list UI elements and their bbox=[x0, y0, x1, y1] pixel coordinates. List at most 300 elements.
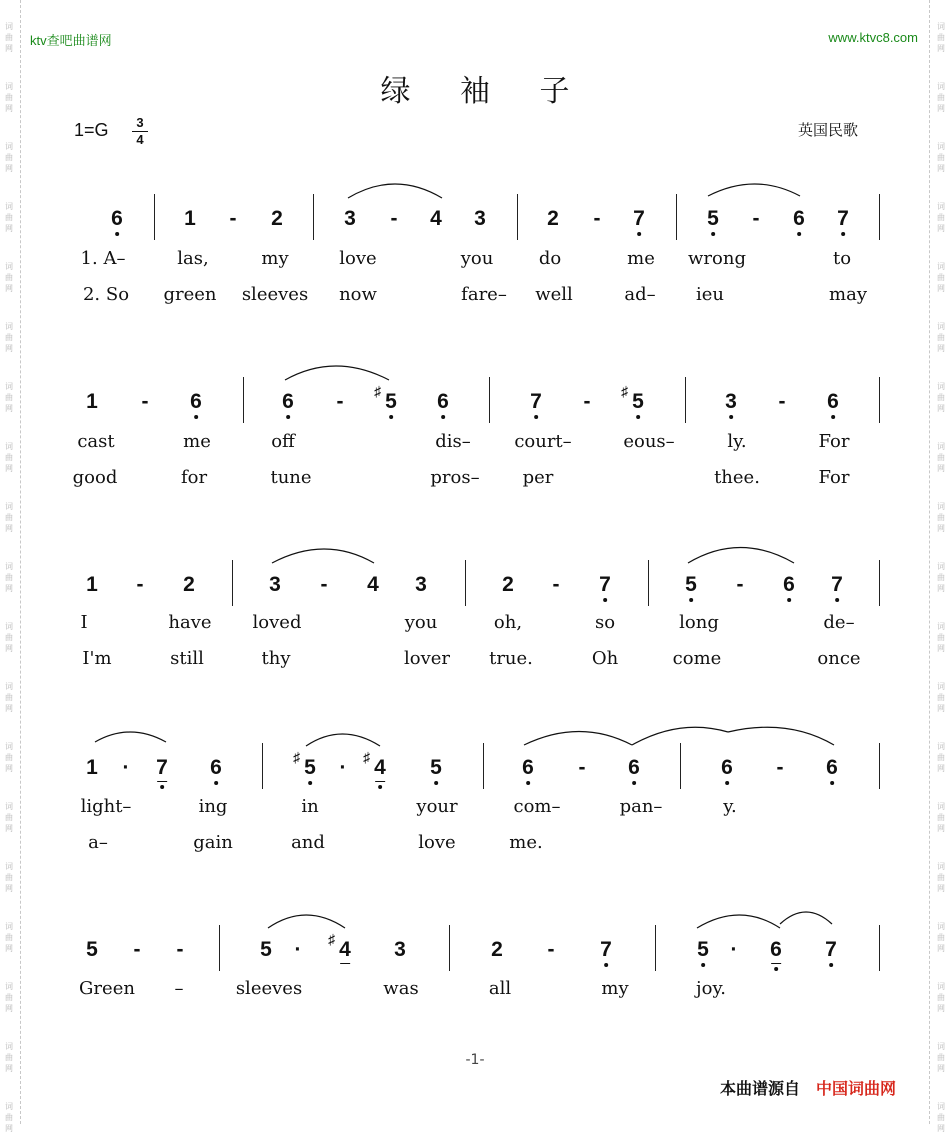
watermark-glyph: 网 bbox=[937, 104, 945, 113]
note: 1 bbox=[86, 573, 98, 596]
lyric: cast bbox=[77, 431, 115, 452]
watermark-glyph: 曲 bbox=[937, 513, 945, 522]
lyric: green bbox=[163, 284, 217, 305]
watermark-glyph: 曲 bbox=[937, 33, 945, 42]
header-site-name[interactable]: ktv查吧曲谱网 bbox=[30, 33, 112, 48]
watermark-glyph: 词 bbox=[937, 82, 945, 91]
note-dash: - bbox=[593, 207, 601, 230]
bar-line bbox=[154, 194, 155, 240]
watermark-glyph: 词 bbox=[5, 682, 13, 691]
watermark-glyph: 词 bbox=[937, 202, 945, 211]
lyric: off bbox=[271, 431, 295, 452]
watermark-glyph: 网 bbox=[5, 824, 13, 833]
bar-line bbox=[465, 560, 466, 606]
note: 7 bbox=[599, 573, 611, 596]
watermark-glyph: 词 bbox=[937, 22, 945, 31]
watermark-glyph: 曲 bbox=[937, 393, 945, 402]
song-origin: 英国民歌 bbox=[798, 121, 859, 139]
bar-line bbox=[680, 743, 681, 789]
note-dash: - bbox=[229, 207, 237, 230]
watermark-glyph: 词 bbox=[937, 922, 945, 931]
bar-line bbox=[879, 560, 880, 606]
watermark-glyph: 网 bbox=[937, 764, 945, 773]
note: 5 bbox=[707, 207, 719, 230]
watermark-glyph: 曲 bbox=[937, 213, 945, 222]
watermark-glyph: 曲 bbox=[937, 633, 945, 642]
lyric: may bbox=[829, 284, 867, 305]
watermark-glyph: 曲 bbox=[937, 873, 945, 882]
note-dash: - bbox=[547, 938, 555, 961]
bar-line bbox=[489, 377, 490, 423]
watermark-glyph: 曲 bbox=[5, 93, 13, 102]
watermark-glyph: 网 bbox=[937, 1124, 945, 1133]
lyric: me. bbox=[509, 832, 543, 853]
lyric: love bbox=[418, 832, 456, 853]
watermark-glyph: 网 bbox=[937, 884, 945, 893]
lyric: all bbox=[488, 978, 512, 999]
note-dash: - bbox=[583, 390, 591, 413]
note: 6 bbox=[826, 756, 838, 779]
watermark-glyph: 网 bbox=[5, 344, 13, 353]
lyric: ieu bbox=[695, 284, 725, 305]
watermark-glyph: 词 bbox=[5, 802, 13, 811]
watermark-glyph: 曲 bbox=[937, 753, 945, 762]
lyric: las, bbox=[177, 248, 209, 269]
tie-arc bbox=[524, 732, 632, 746]
watermark-glyph: 词 bbox=[5, 382, 13, 391]
slur-arc bbox=[268, 915, 345, 928]
watermark-glyph: 网 bbox=[5, 884, 13, 893]
bar-line bbox=[879, 743, 880, 789]
note bbox=[374, 383, 397, 413]
note-dash: - bbox=[776, 756, 784, 779]
watermark-glyph: 网 bbox=[937, 464, 945, 473]
note: 2 bbox=[547, 207, 559, 230]
note: 6 bbox=[721, 756, 733, 779]
note: 1 bbox=[86, 390, 98, 413]
slur-arc bbox=[780, 912, 832, 924]
watermark-glyph: 曲 bbox=[5, 633, 13, 642]
bar-line bbox=[449, 925, 450, 971]
sharp-sign: ♯ bbox=[621, 383, 629, 399]
watermark-glyph: 网 bbox=[5, 1004, 13, 1013]
note-dash: - bbox=[133, 938, 141, 961]
watermark-glyph: 曲 bbox=[937, 993, 945, 1002]
watermark-glyph: 网 bbox=[937, 1004, 945, 1013]
watermark-glyph: 网 bbox=[5, 224, 13, 233]
watermark-glyph: 词 bbox=[5, 1102, 13, 1111]
lyric: in bbox=[301, 796, 319, 817]
song-title: 绿 袖 子 bbox=[380, 74, 590, 109]
footer-prefix: 本曲谱源自 bbox=[720, 1079, 801, 1098]
watermark-glyph: 网 bbox=[937, 224, 945, 233]
note: 7 bbox=[837, 207, 849, 230]
watermark-glyph: 词 bbox=[937, 142, 945, 151]
slur-arc bbox=[285, 366, 389, 380]
watermark-glyph: 曲 bbox=[5, 873, 13, 882]
slur-arc bbox=[306, 734, 380, 746]
note-dot-extension: · bbox=[730, 938, 738, 961]
watermark-glyph: 网 bbox=[5, 944, 13, 953]
slur-arc bbox=[697, 915, 780, 928]
note: 5 bbox=[697, 938, 709, 961]
lyric: my bbox=[601, 978, 629, 999]
note: 1 bbox=[184, 207, 196, 230]
lyric: per bbox=[522, 467, 554, 488]
watermark-glyph: 曲 bbox=[937, 153, 945, 162]
bar-line bbox=[262, 743, 263, 789]
note: 2 bbox=[271, 207, 283, 230]
lyric: – bbox=[174, 978, 184, 999]
note: 5 bbox=[86, 938, 98, 961]
sharp-sign: ♯ bbox=[293, 749, 301, 765]
note-dash: - bbox=[136, 573, 144, 596]
watermark-glyph: 词 bbox=[937, 862, 945, 871]
note: 2 bbox=[183, 573, 195, 596]
lyric: dis– bbox=[435, 431, 471, 452]
watermark-glyph: 曲 bbox=[5, 693, 13, 702]
bar-line bbox=[879, 377, 880, 423]
watermark-glyph: 网 bbox=[937, 344, 945, 353]
watermark-glyph: 曲 bbox=[937, 453, 945, 462]
slur-arc bbox=[272, 549, 374, 563]
sharp-sign: ♯ bbox=[374, 383, 382, 399]
watermark-glyph: 网 bbox=[937, 524, 945, 533]
watermark-glyph: 词 bbox=[937, 502, 945, 511]
note: 5 bbox=[260, 938, 272, 961]
note: 3 bbox=[725, 390, 737, 413]
bar-line bbox=[676, 194, 677, 240]
lyric: you bbox=[404, 612, 438, 633]
note-dash: - bbox=[141, 390, 149, 413]
watermark-glyph: 曲 bbox=[937, 93, 945, 102]
lyric: have bbox=[168, 612, 212, 633]
lyric: so bbox=[594, 612, 616, 633]
watermark-glyph: 词 bbox=[5, 562, 13, 571]
watermark-glyph: 词 bbox=[937, 562, 945, 571]
watermark-glyph: 词 bbox=[5, 742, 13, 751]
bar-line bbox=[648, 560, 649, 606]
bar-line bbox=[685, 377, 686, 423]
page-number: -1- bbox=[465, 1052, 485, 1068]
watermark-glyph: 网 bbox=[937, 704, 945, 713]
note bbox=[293, 749, 316, 779]
note: 3 bbox=[415, 573, 427, 596]
watermark-glyph: 网 bbox=[5, 44, 13, 53]
watermark-glyph: 网 bbox=[937, 1064, 945, 1073]
note: 5 bbox=[685, 573, 697, 596]
header-site-url[interactable]: www.ktvc8.com bbox=[828, 30, 918, 45]
time-numerator: 3 bbox=[136, 115, 144, 130]
lyric: me bbox=[183, 431, 211, 452]
watermark-glyph: 曲 bbox=[937, 693, 945, 702]
note: 3 bbox=[269, 573, 281, 596]
lyric: ly. bbox=[727, 431, 747, 452]
lyric: well bbox=[535, 284, 573, 305]
watermark-glyph: 网 bbox=[5, 644, 13, 653]
bar-line bbox=[243, 377, 244, 423]
note: 1 bbox=[86, 756, 98, 779]
watermark-glyph: 词 bbox=[5, 22, 13, 31]
watermark-glyph: 网 bbox=[937, 164, 945, 173]
note-dot-extension: · bbox=[122, 756, 130, 779]
lyric: come bbox=[672, 648, 722, 669]
watermark-glyph: 词 bbox=[5, 262, 13, 271]
watermark-glyph: 曲 bbox=[937, 933, 945, 942]
watermark-glyph: 网 bbox=[937, 644, 945, 653]
watermark-glyph: 词 bbox=[5, 502, 13, 511]
watermark-glyph: 曲 bbox=[5, 513, 13, 522]
footer-source bbox=[720, 1076, 896, 1099]
lyric: once bbox=[817, 648, 861, 669]
note-dash: - bbox=[778, 390, 786, 413]
note bbox=[328, 931, 351, 961]
note: 4 bbox=[430, 207, 442, 230]
watermark-glyph: 网 bbox=[5, 464, 13, 473]
watermark-glyph: 网 bbox=[937, 404, 945, 413]
watermark-glyph: 曲 bbox=[5, 393, 13, 402]
lyric: For bbox=[818, 467, 850, 488]
watermark-glyph: 网 bbox=[5, 1124, 13, 1133]
note: 6 bbox=[282, 390, 294, 413]
note: 6 bbox=[210, 756, 222, 779]
watermark-glyph: 曲 bbox=[5, 1053, 13, 1062]
note-digit: 5 bbox=[385, 390, 397, 413]
note: 7 bbox=[530, 390, 542, 413]
lyric: lover bbox=[403, 648, 451, 669]
note: 7 bbox=[831, 573, 843, 596]
watermark-glyph: 词 bbox=[937, 802, 945, 811]
watermark-glyph: 网 bbox=[937, 824, 945, 833]
note: 7 bbox=[156, 756, 168, 779]
watermark-glyph: 网 bbox=[937, 584, 945, 593]
lyric: tune bbox=[270, 467, 312, 488]
watermark-glyph: 曲 bbox=[5, 753, 13, 762]
watermark-glyph: 词 bbox=[5, 142, 13, 151]
bar-line bbox=[483, 743, 484, 789]
note bbox=[621, 383, 644, 413]
sharp-sign: ♯ bbox=[328, 931, 336, 947]
lyric: I'm bbox=[82, 648, 112, 669]
lyric: Green bbox=[79, 978, 135, 999]
watermark-glyph: 网 bbox=[937, 44, 945, 53]
watermark-glyph: 曲 bbox=[5, 1113, 13, 1122]
watermark-glyph: 词 bbox=[5, 322, 13, 331]
lyric: light– bbox=[80, 796, 132, 817]
note-dot-extension: · bbox=[339, 756, 347, 779]
watermark-glyph: 网 bbox=[5, 404, 13, 413]
watermark-glyph: 曲 bbox=[937, 1113, 945, 1122]
key-signature: 1=G bbox=[74, 120, 109, 140]
time-signature bbox=[132, 116, 148, 147]
slur-arc bbox=[688, 548, 794, 564]
note-dash: - bbox=[736, 573, 744, 596]
watermark-glyph: 网 bbox=[5, 104, 13, 113]
lyric: thy bbox=[261, 648, 291, 669]
watermark-glyph: 网 bbox=[5, 164, 13, 173]
note-digit: 5 bbox=[632, 390, 644, 413]
watermark-glyph: 词 bbox=[937, 442, 945, 451]
note: 6 bbox=[437, 390, 449, 413]
watermark-glyph: 网 bbox=[5, 1064, 13, 1073]
lyric: me bbox=[627, 248, 655, 269]
lyric: you bbox=[460, 248, 494, 269]
bar-line bbox=[517, 194, 518, 240]
lyric: sleeves bbox=[241, 284, 309, 305]
lyric: gain bbox=[193, 832, 233, 853]
note: 6 bbox=[628, 756, 640, 779]
sharp-sign: ♯ bbox=[363, 749, 371, 765]
lyric: de– bbox=[823, 612, 855, 633]
note-dot-extension: · bbox=[294, 938, 302, 961]
watermark-glyph: 曲 bbox=[937, 1053, 945, 1062]
lyric: sleeves bbox=[235, 978, 303, 999]
watermark-glyph: 词 bbox=[5, 202, 13, 211]
bar-line bbox=[313, 194, 314, 240]
lyric: good bbox=[72, 467, 118, 488]
lyric: For bbox=[818, 431, 850, 452]
note: 2 bbox=[491, 938, 503, 961]
note-dash: - bbox=[752, 207, 760, 230]
lyric: wrong bbox=[688, 248, 746, 269]
lyric: ad– bbox=[624, 284, 656, 305]
watermark-glyph: 词 bbox=[937, 322, 945, 331]
lyric: fare– bbox=[461, 284, 507, 305]
lyric: long bbox=[679, 612, 719, 633]
watermark-glyph: 曲 bbox=[5, 933, 13, 942]
slur-arc bbox=[348, 184, 442, 198]
watermark-glyph: 曲 bbox=[5, 333, 13, 342]
watermark-glyph: 词 bbox=[937, 382, 945, 391]
note bbox=[363, 749, 386, 779]
watermark-glyph: 曲 bbox=[5, 453, 13, 462]
note: 5 bbox=[430, 756, 442, 779]
time-denominator: 4 bbox=[136, 132, 144, 147]
watermark-glyph: 曲 bbox=[5, 573, 13, 582]
lyric: do bbox=[538, 248, 562, 269]
lyric: to bbox=[832, 248, 852, 269]
tie-arc bbox=[728, 727, 834, 745]
note: 7 bbox=[633, 207, 645, 230]
bar-line bbox=[879, 194, 880, 240]
watermark-glyph: 词 bbox=[937, 982, 945, 991]
note: 6 bbox=[111, 207, 123, 230]
lyric: for bbox=[180, 467, 208, 488]
lyric: com– bbox=[513, 796, 561, 817]
note: 3 bbox=[474, 207, 486, 230]
watermark-glyph: 词 bbox=[937, 1042, 945, 1051]
lyric: I bbox=[80, 612, 88, 633]
watermark-glyph: 网 bbox=[937, 944, 945, 953]
watermark-glyph: 词 bbox=[937, 1102, 945, 1111]
watermark-glyph: 网 bbox=[937, 284, 945, 293]
watermark-glyph: 曲 bbox=[5, 993, 13, 1002]
lyric: ing bbox=[198, 796, 228, 817]
lyric: 2. So bbox=[82, 284, 130, 305]
note-dash: - bbox=[552, 573, 560, 596]
watermark-glyph: 曲 bbox=[5, 813, 13, 822]
note: 4 bbox=[367, 573, 379, 596]
watermark-glyph: 词 bbox=[937, 742, 945, 751]
lyric: pan– bbox=[619, 796, 663, 817]
watermark-glyph: 网 bbox=[5, 764, 13, 773]
lyric: was bbox=[383, 978, 419, 999]
note: 6 bbox=[793, 207, 805, 230]
watermark-glyph: 词 bbox=[5, 862, 13, 871]
watermark-glyph: 词 bbox=[937, 682, 945, 691]
lyric: love bbox=[339, 248, 377, 269]
note-digit: 4 bbox=[374, 756, 386, 779]
note-dash: - bbox=[390, 207, 398, 230]
lyric: oh, bbox=[493, 612, 523, 633]
slur-arc bbox=[95, 732, 166, 742]
watermark-glyph: 网 bbox=[5, 584, 13, 593]
note: 6 bbox=[770, 938, 782, 961]
note: 7 bbox=[600, 938, 612, 961]
lyric: my bbox=[261, 248, 289, 269]
lyric: now bbox=[339, 284, 377, 305]
lyric: true. bbox=[489, 648, 533, 669]
lyric: joy. bbox=[696, 978, 726, 999]
lyric: your bbox=[416, 796, 458, 817]
lyric: thee. bbox=[714, 467, 760, 488]
note-dash: - bbox=[320, 573, 328, 596]
slur-arc bbox=[708, 184, 800, 196]
watermark-glyph: 曲 bbox=[5, 273, 13, 282]
lyric: 1. A– bbox=[80, 248, 126, 269]
lyric: Oh bbox=[591, 648, 619, 669]
watermark-glyph: 词 bbox=[5, 922, 13, 931]
watermark-glyph: 曲 bbox=[5, 213, 13, 222]
watermark-glyph: 网 bbox=[5, 704, 13, 713]
watermark-glyph: 词 bbox=[5, 82, 13, 91]
watermark-glyph: 曲 bbox=[5, 153, 13, 162]
note: 2 bbox=[502, 573, 514, 596]
note: 3 bbox=[344, 207, 356, 230]
note-digit: 5 bbox=[304, 756, 316, 779]
lyric: y. bbox=[723, 796, 737, 817]
watermark-glyph: 曲 bbox=[5, 33, 13, 42]
bar-line bbox=[219, 925, 220, 971]
lyric: and bbox=[291, 832, 325, 853]
note-dash: - bbox=[578, 756, 586, 779]
lyric: eous– bbox=[623, 431, 675, 452]
lyric: pros– bbox=[430, 467, 480, 488]
note: 6 bbox=[783, 573, 795, 596]
bar-line bbox=[655, 925, 656, 971]
note: 6 bbox=[522, 756, 534, 779]
note-dash: - bbox=[176, 938, 184, 961]
watermark-glyph: 词 bbox=[937, 262, 945, 271]
note: 6 bbox=[190, 390, 202, 413]
watermark-glyph: 网 bbox=[5, 284, 13, 293]
watermark-glyph: 网 bbox=[5, 524, 13, 533]
watermark-glyph: 词 bbox=[937, 622, 945, 631]
watermark-glyph: 曲 bbox=[937, 273, 945, 282]
bar-line bbox=[879, 925, 880, 971]
watermark-glyph: 词 bbox=[5, 982, 13, 991]
note-dash: - bbox=[336, 390, 344, 413]
lyric: a– bbox=[88, 832, 108, 853]
bar-line bbox=[232, 560, 233, 606]
note-digit: 4 bbox=[339, 938, 351, 961]
watermark-glyph: 曲 bbox=[937, 573, 945, 582]
footer-site-link[interactable]: 中国词曲网 bbox=[816, 1079, 897, 1098]
watermark-glyph: 词 bbox=[5, 442, 13, 451]
lyric: still bbox=[170, 648, 204, 669]
note: 3 bbox=[394, 938, 406, 961]
note: 7 bbox=[825, 938, 837, 961]
